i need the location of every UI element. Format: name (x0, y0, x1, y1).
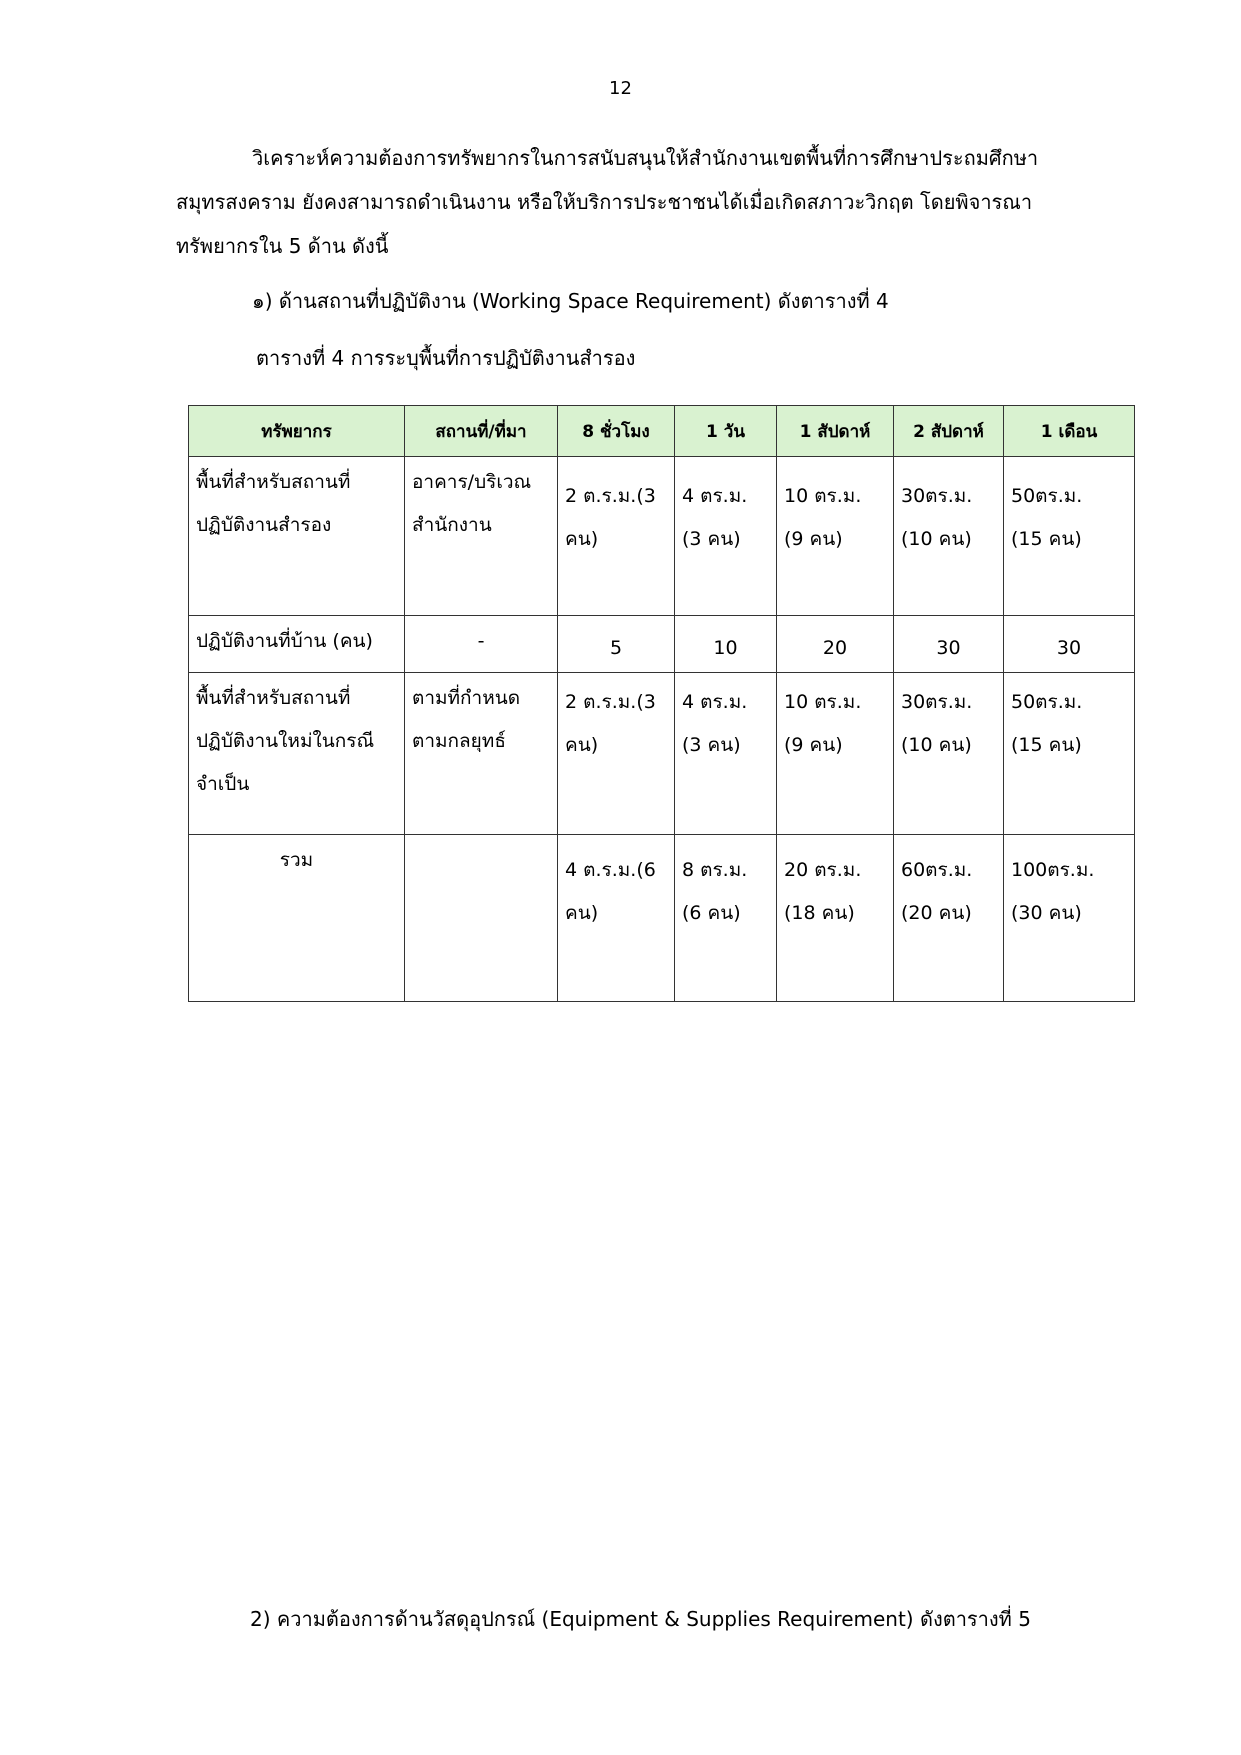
table-row-total (189, 835, 1135, 1002)
table-caption: ตารางที่ 4 การระบุพื้นที่การปฏิบัติงานสำรอง (256, 346, 636, 370)
header-resource: ทรัพยากร (189, 406, 405, 457)
section-item-1: ๑) ด้านสถานที่ปฏิบัติงาน (Working Space Requirement) ดังตารางที่ 4 (252, 289, 889, 313)
cell-2-weeks: 30ตร.ม. (10 คน) (894, 673, 1004, 835)
table-row (189, 673, 1135, 835)
working-space-table (188, 405, 1135, 1002)
cell-resource: พื้นที่สำหรับสถานที่ ปฏิบัติงานใหม่ในกรณี จำเป็น (189, 673, 405, 835)
table-row (189, 457, 1135, 616)
cell-1-week: 10 ตร.ม. (9 คน) (777, 457, 894, 616)
page-number: 12 (609, 78, 632, 99)
cell-1-week: 10 ตร.ม. (9 คน) (777, 673, 894, 835)
header-1-day: 1 วัน (675, 406, 777, 457)
intro-line-1: วิเคราะห์ความต้องการทรัพยากรในการสนับสนุนให้สำนักงานเขตพื้นที่การศึกษาประถมศึกษา (252, 146, 1039, 170)
cell-1-week: 20 (777, 616, 894, 673)
cell-1-week: 20 ตร.ม. (18 คน) (777, 835, 894, 1002)
intro-line-2: สมุทรสงคราม ยังคงสามารถดำเนินงาน หรือให้บริการประชาชนได้เมื่อเกิดสภาวะวิกฤต โดยพิจารณา (176, 190, 1033, 214)
cell-resource: รวม (189, 835, 405, 1002)
cell-1-month: 100ตร.ม. (30 คน) (1004, 835, 1135, 1002)
header-1-month: 1 เดือน (1004, 406, 1135, 457)
cell-8-hours: 2 ต.ร.ม.(3 คน) (558, 457, 675, 616)
cell-8-hours: 5 (558, 616, 675, 673)
cell-1-day: 4 ตร.ม. (3 คน) (675, 673, 777, 835)
table-header-row (189, 406, 1135, 457)
table-row (189, 616, 1135, 673)
header-source: สถานที่/ที่มา (405, 406, 558, 457)
cell-resource: ปฏิบัติงานที่บ้าน (คน) (189, 616, 405, 673)
cell-resource: พื้นที่สำหรับสถานที่ ปฏิบัติงานสำรอง (189, 457, 405, 616)
cell-1-day: 8 ตร.ม. (6 คน) (675, 835, 777, 1002)
cell-2-weeks: 60ตร.ม. (20 คน) (894, 835, 1004, 1002)
cell-8-hours: 2 ต.ร.ม.(3 คน) (558, 673, 675, 835)
cell-2-weeks: 30 (894, 616, 1004, 673)
cell-1-month: 50ตร.ม. (15 คน) (1004, 673, 1135, 835)
section-item-2: 2) ความต้องการด้านวัสดุอุปกรณ์ (Equipment & Supplies Requirement) ดังตารางที่ 5 (250, 1607, 1031, 1631)
cell-1-month: 50ตร.ม. (15 คน) (1004, 457, 1135, 616)
header-2-weeks: 2 สัปดาห์ (894, 406, 1004, 457)
header-8-hours: 8 ชั่วโมง (558, 406, 675, 457)
cell-source: - (405, 616, 558, 673)
cell-1-day: 10 (675, 616, 777, 673)
cell-1-month: 30 (1004, 616, 1135, 673)
cell-source: อาคาร/บริเวณ สำนักงาน (405, 457, 558, 616)
cell-source: ตามที่กำหนด ตามกลยุทธ์ (405, 673, 558, 835)
intro-paragraph (176, 136, 1106, 268)
cell-8-hours: 4 ต.ร.ม.(6 คน) (558, 835, 675, 1002)
header-1-week: 1 สัปดาห์ (777, 406, 894, 457)
cell-1-day: 4 ตร.ม. (3 คน) (675, 457, 777, 616)
cell-2-weeks: 30ตร.ม. (10 คน) (894, 457, 1004, 616)
intro-line-3: ทรัพยากรใน 5 ด้าน ดังนี้ (176, 234, 389, 258)
cell-source (405, 835, 558, 1002)
